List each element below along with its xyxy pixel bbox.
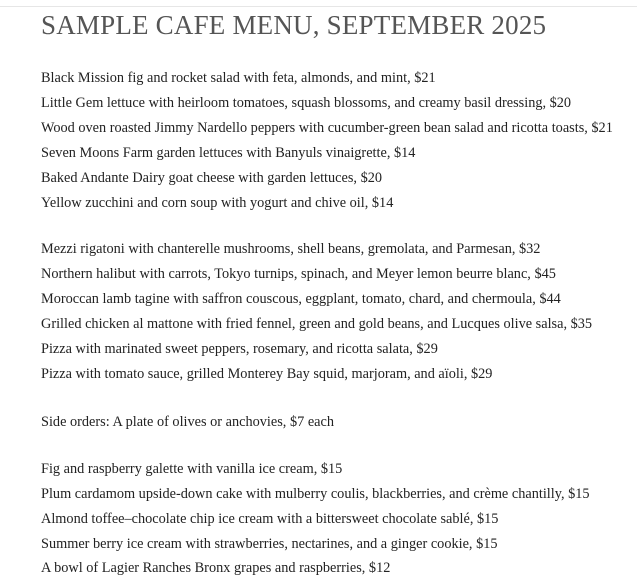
menu-item: Pizza with tomato sauce, grilled Monterey Bay squid, marjoram, and aïoli, $29 [41, 365, 493, 382]
menu-item: Almond toffee–chocolate chip ice cream with a bittersweet chocolate sablé, $15 [41, 510, 499, 527]
menu-item: Seven Moons Farm garden lettuces with Banyuls vinaigrette, $14 [41, 144, 416, 161]
menu-page [41, 8, 633, 581]
menu-item: Little Gem lettuce with heirloom tomatoes, squash blossoms, and creamy basil dressing, $20 [41, 94, 572, 111]
starters-list [41, 66, 633, 215]
page-title: SAMPLE CAFE MENU, SEPTEMBER 2025 [41, 10, 547, 40]
menu-item: Plum cardamom upside-down cake with mulberry coulis, blackberries, and crème chantilly, $15 [41, 485, 590, 502]
menu-item: Pizza with marinated sweet peppers, rosemary, and ricotta salata, $29 [41, 341, 438, 358]
desserts-list [41, 457, 633, 582]
menu-item: Northern halibut with carrots, Tokyo turnips, spinach, and Meyer lemon beurre blanc, $45 [41, 266, 556, 283]
menu-item: Black Mission fig and rocket salad with feta, almonds, and mint, $21 [41, 70, 436, 86]
menu-item: Summer berry ice cream with strawberries, nectarines, and a ginger cookie, $15 [41, 535, 498, 552]
menu-item: Moroccan lamb tagine with saffron couscous, eggplant, tomato, chard, and chermoula, $44 [41, 291, 561, 308]
sides-list [41, 410, 633, 435]
top-divider [0, 6, 637, 7]
mains-list [41, 237, 633, 386]
menu-item: Grilled chicken al mattone with fried fennel, green and gold beans, and Lucques olive salsa, $35 [41, 316, 593, 333]
menu-item: Yellow zucchini and corn soup with yogurt and chive oil, $14 [41, 194, 394, 211]
menu-item: Wood oven roasted Jimmy Nardello peppers with cucumber-green bean salad and ricotta toasts, $21 [41, 119, 613, 136]
menu-item: Mezzi rigatoni with chanterelle mushrooms, shell beans, gremolata, and Parmesan, $32 [41, 241, 541, 258]
menu-item: Baked Andante Dairy goat cheese with garden lettuces, $20 [41, 169, 383, 186]
menu-item: Fig and raspberry galette with vanilla ice cream, $15 [41, 460, 343, 477]
menu-item: A bowl of Lagier Ranches Bronx grapes and raspberries, $12 [41, 560, 391, 577]
menu-item: Side orders: A plate of olives or anchovies, $7 each [41, 413, 335, 430]
